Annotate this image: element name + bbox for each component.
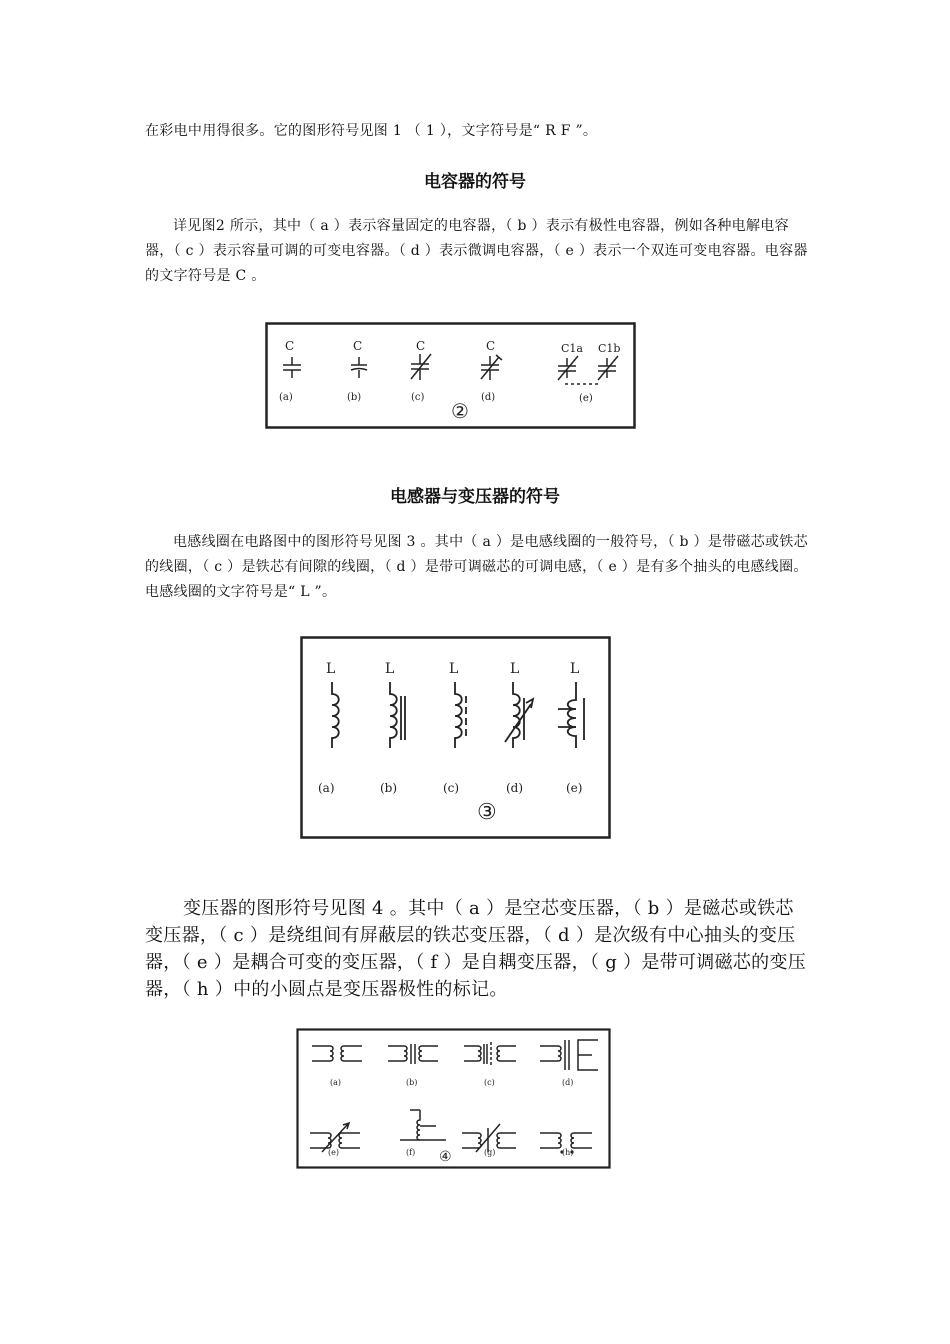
figure-number-2: ② xyxy=(451,399,469,423)
tr-caption-c: (c) xyxy=(484,1078,495,1087)
transformer-symbols-figure xyxy=(296,1028,612,1170)
ind-label-d: L xyxy=(510,661,520,677)
ind-caption-b: (b) xyxy=(380,781,398,795)
ind-caption-c: (c) xyxy=(443,781,460,795)
tr-caption-f: (f) xyxy=(406,1148,416,1157)
cap-label-c: C xyxy=(416,339,426,353)
tr-caption-b: (b) xyxy=(406,1078,418,1087)
capacitor-heading: 电容器的符号 xyxy=(424,172,526,192)
cap-caption-a: (a) xyxy=(279,392,293,403)
cap-label-a: C xyxy=(285,339,295,353)
figure-number-3: ③ xyxy=(477,800,497,825)
transformer-paragraph: 变压器的图形符号见图 4 。其中（ a ）是空芯变压器，（ b ）是磁芯或铁芯变压器，（ c ）是绕组间有屏蔽层的铁芯变压器，（ d ）是次级有中心抽头的变压器，（ e ）是耦合可变的变压器，（ f ）是自耦变压器，（ g ）是带可调磁芯的变压器，（ h ）中的小圆点是变压器极性的标记。 xyxy=(145,898,807,1000)
ind-caption-e: (e) xyxy=(566,781,583,795)
figure-number-4: ④ xyxy=(439,1149,452,1165)
cap-label-e2: C1b xyxy=(598,342,621,355)
cap-caption-c: (c) xyxy=(411,392,425,403)
cap-caption-b: (b) xyxy=(347,392,362,403)
cap-caption-d: (d) xyxy=(481,392,496,403)
intro-paragraph: 在彩电中用得很多。它的图形符号见图 1 （ 1 ），文字符号是“ R F ”。 xyxy=(145,123,598,139)
tr-caption-d: (d) xyxy=(562,1078,574,1087)
inductor-heading: 电感器与变压器的符号 xyxy=(390,487,560,507)
ind-caption-a: (a) xyxy=(318,781,335,795)
cap-label-d: C xyxy=(486,339,496,353)
ind-caption-d: (d) xyxy=(506,781,524,795)
cap-label-e1: C1a xyxy=(561,342,583,355)
ind-label-a: L xyxy=(326,661,336,677)
tr-caption-g: (g) xyxy=(484,1148,496,1157)
capacitor-symbols-figure xyxy=(265,320,637,430)
tr-caption-h: (h) xyxy=(562,1148,574,1157)
cap-caption-e: (e) xyxy=(579,393,593,404)
inductor-symbols-figure xyxy=(300,636,612,840)
tr-caption-a: (a) xyxy=(330,1078,342,1087)
ind-label-b: L xyxy=(385,661,395,677)
capacitor-paragraph: 详见图2 所示，其中（ a ）表示容量固定的电容器，（ b ）表示有极性电容器，例如各种电解电容器，（ c ）表示容量可调的可变电容器。（ d ）表示微调电容器，（ e ）表示一个双连可变电容器。电容器的文字符号是 C 。 xyxy=(145,218,808,284)
tr-caption-e: (e) xyxy=(328,1148,339,1157)
ind-label-c: L xyxy=(449,661,459,677)
cap-label-b: C xyxy=(353,339,363,353)
inductor-paragraph: 电感线圈在电路图中的图形符号见图 3 。其中（ a ）是电感线圈的一般符号，（ b ）是带磁芯或铁芯的线圈，（ c ）是铁芯有间隙的线圈，（ d ）是带可调磁芯的可调电感，（ e ）是有多个抽头的电感线圈。电感线圈的文字符号是“ L ”。 xyxy=(145,534,808,600)
ind-label-e: L xyxy=(570,661,580,677)
